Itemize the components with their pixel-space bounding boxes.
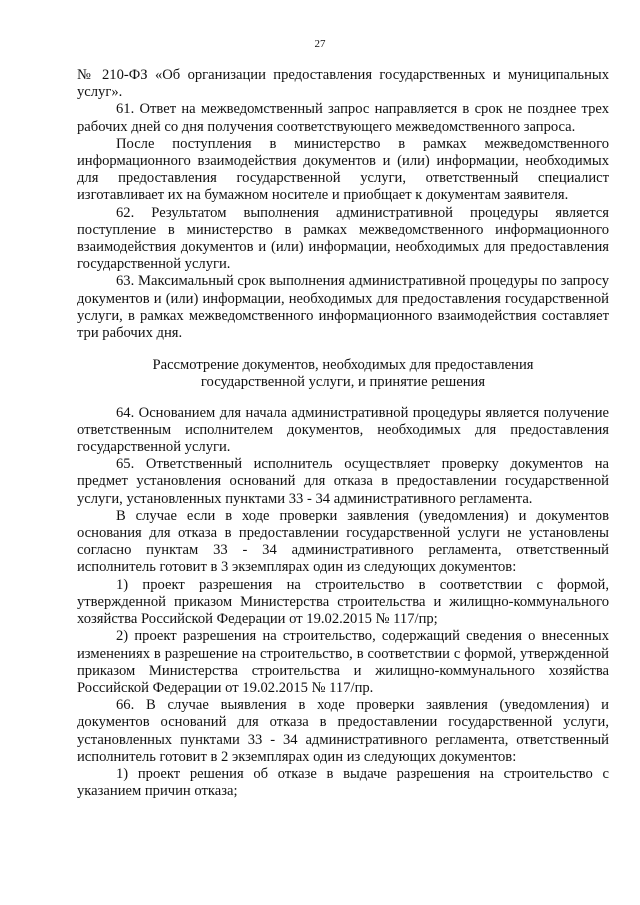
paragraph-63: 63. Максимальный срок выполнения административной процедуры по запросу документов и (или) информации, необходимых для предоставления государственной услуги, в рамках межведомственного информационного взаимодействия составляет три рабочих дня. [77, 273, 609, 342]
paragraph-no-grounds: В случае если в ходе проверки заявления (уведомления) и документов основания для отказа в предоставлении государственной услуги не установлены согласно пунктам 33 - 34 административного регламента, ответственный исполнитель готовит в 3 экземплярах один из следующих документов: [77, 507, 609, 576]
section-heading-line-1: Рассмотрение документов, необходимых для предоставления [152, 357, 534, 374]
list-item-2-permit-changes: 2) проект разрешения на строительство, содержащий сведения о внесенных изменениях в разрешение на строительство, в соответствии с формой, утвержденной приказом Министерства строительства и жилищно-коммунального хозяйства Российской Федерации от 19.02.2015 № 117/пр. [77, 628, 609, 696]
paragraph-64: 64. Основанием для начала административной процедуры является получение ответственным исполнителем документов, необходимых для предоставления государственной услуги. [77, 404, 609, 456]
paragraph-after-receipt: После поступления в министерство в рамках межведомственного информационного взаимодействия документов и (или) информации, необходимых для предоставления государственной услуги, ответственный специалист изготавливает их на бумажном носителе и приобщает к документам заявителя. [77, 135, 609, 204]
list-item-1-refusal: 1) проект решения об отказе в выдаче разрешения на строительство с указанием причин отказа; [77, 765, 609, 800]
paragraph-62: 62. Результатом выполнения административной процедуры является поступление в министерство в рамках межведомственного информационного взаимодействия документов и (или) информации, необходимых для предоставления государственной услуги. [77, 204, 609, 273]
paragraph-continuation: № 210-ФЗ «Об организации предоставления государственных и муниципальных услуг». [77, 67, 609, 101]
document-body [77, 67, 609, 800]
paragraph-61: 61. Ответ на межведомственный запрос направляется в срок не позднее трех рабочих дней со дня получения соответствующего межведомственного запроса. [77, 101, 609, 135]
section-heading [77, 357, 609, 391]
section-heading-line-2: государственной услуги, и принятие решения [200, 374, 486, 391]
page-number: 27 [314, 38, 326, 50]
list-item-1-permit: 1) проект разрешения на строительство в соответствии с формой, утвержденной приказом Министерства строительства и жилищно-коммунального хозяйства Российской Федерации от 19.02.2015 № 117/пр; [77, 576, 609, 628]
paragraph-65: 65. Ответственный исполнитель осуществляет проверку документов на предмет установления оснований для отказа в предоставлении государственной услуги, установленных пунктами 33 - 34 административного регламента. [77, 456, 609, 507]
paragraph-66: 66. В случае выявления в ходе проверки заявления (уведомления) и документов оснований для отказа в предоставлении государственной услуги, установленных пунктами 33 - 34 административного регламента, ответственный исполнитель готовит в 2 экземплярах один из следующих документов: [77, 697, 609, 765]
